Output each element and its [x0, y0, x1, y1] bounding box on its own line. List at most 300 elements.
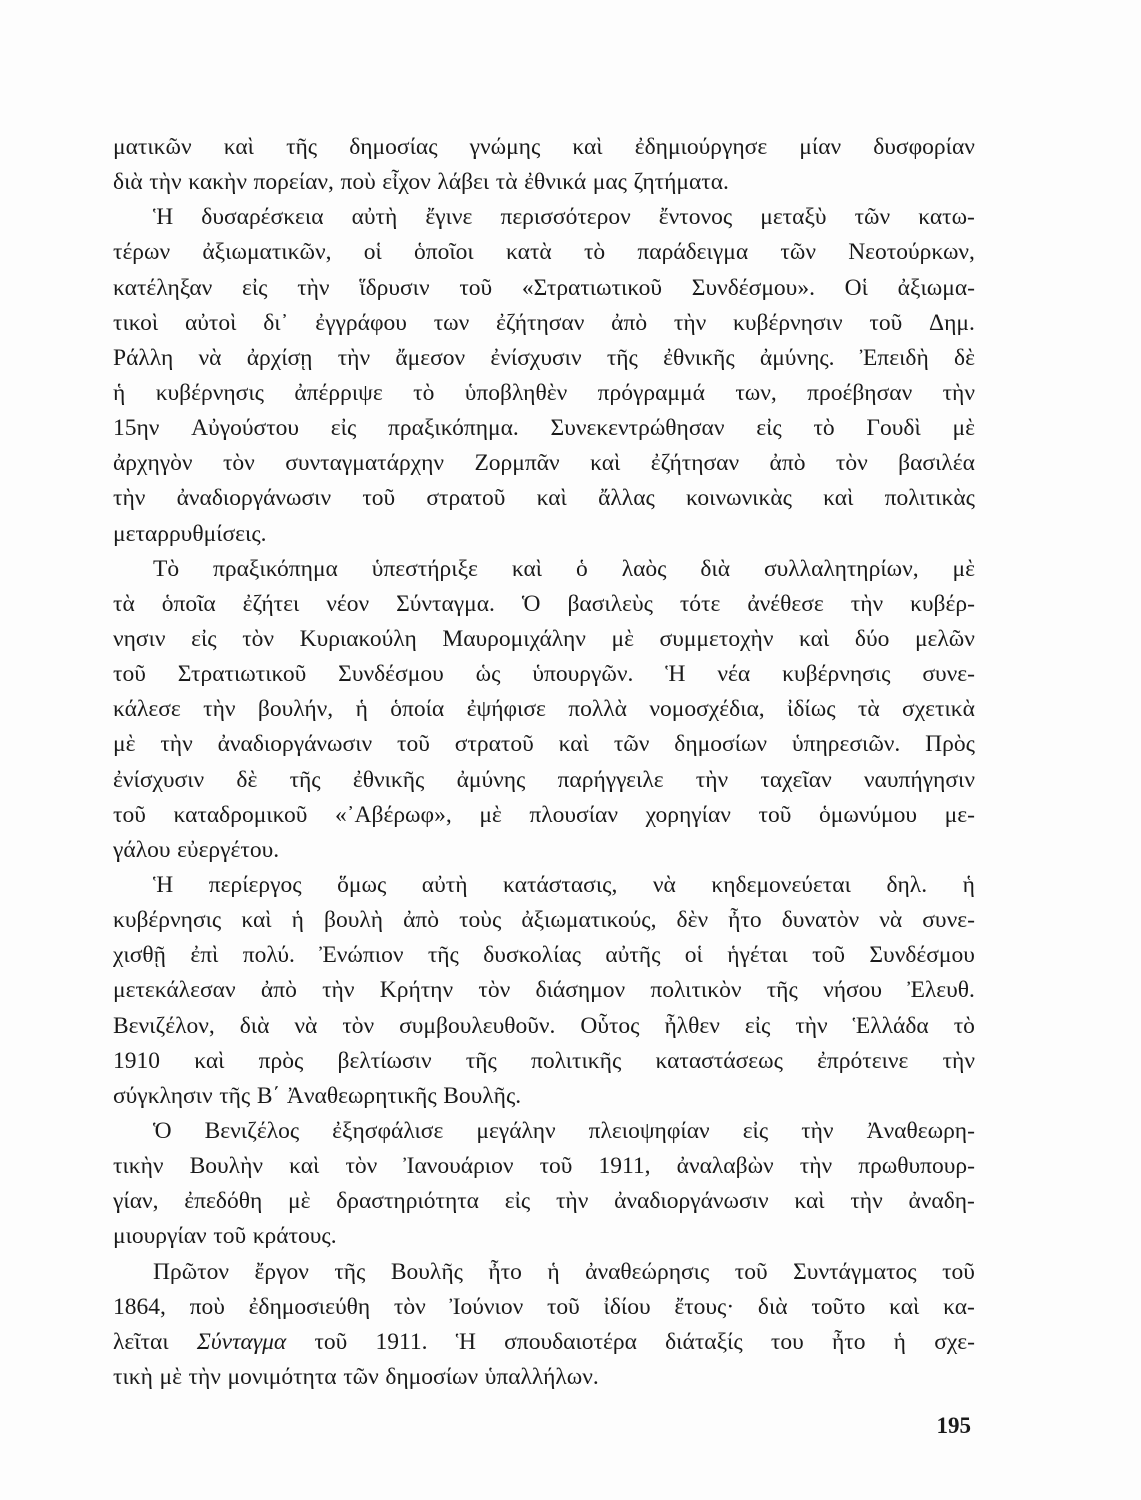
word: ἀνέθεσε	[747, 590, 824, 617]
word: ποὺ	[340, 169, 376, 196]
word: ὑπουργῶν.	[532, 661, 634, 688]
word: ἀναδη-	[908, 1188, 975, 1215]
word: Ὁ	[521, 590, 541, 617]
word: εἰς	[330, 415, 357, 442]
word: δημοσίων	[674, 731, 768, 758]
text-line	[113, 552, 975, 587]
word: ἡ	[893, 1328, 906, 1355]
word: τὸ	[953, 1012, 975, 1039]
text-line	[113, 271, 975, 306]
text-line	[113, 1290, 975, 1325]
word: κράτους.	[252, 1223, 337, 1250]
word: τῆς	[606, 344, 638, 371]
italic-word: Σύνταγμα	[196, 1328, 287, 1355]
word: πρόγραμμά	[597, 379, 705, 406]
word: τῆς	[219, 1082, 251, 1109]
word: καταστάσεως	[655, 1047, 783, 1074]
word: πορείαν,	[253, 169, 334, 196]
word: ἀπέρριψε	[294, 379, 383, 406]
word: ἀξιωματικῶν,	[202, 239, 332, 266]
word: «Στρατιωτικοῦ	[521, 274, 663, 301]
paragraph	[113, 1255, 975, 1396]
word: διὰ	[239, 1012, 270, 1039]
word: τὸν	[342, 1012, 375, 1039]
text-line	[113, 587, 975, 622]
word: κα-	[943, 1293, 975, 1320]
word: ἔτους·	[674, 1293, 735, 1320]
word: τὸ	[813, 415, 835, 442]
word: δὲ	[236, 766, 258, 793]
word: ἐνίσχυσιν	[113, 766, 205, 793]
word: κατω-	[918, 204, 975, 231]
text-line	[113, 973, 975, 1008]
word: Συνδέσμου	[338, 661, 444, 688]
text-line	[113, 446, 975, 481]
word: τέρων	[113, 239, 171, 266]
word: κακὴν	[188, 169, 247, 196]
text-line	[113, 517, 975, 552]
word: του	[770, 1328, 804, 1355]
word: συνε-	[922, 661, 975, 688]
word: δημοσίας	[349, 134, 438, 160]
word: τὴν	[801, 1117, 834, 1144]
word: συλλαλητηρίων,	[763, 555, 919, 582]
word: Συνδέσμου	[869, 942, 975, 969]
word: μίαν	[799, 134, 842, 160]
word: ἐπὶ	[190, 942, 219, 969]
word: ἡγέται	[727, 942, 788, 969]
text-line	[113, 763, 975, 798]
word: «᾽Αβέρωφ»,	[334, 801, 452, 828]
word: Βουλῆς.	[443, 1082, 522, 1109]
word: ἰδίου	[603, 1293, 651, 1320]
word: Συνεκεντρώθησαν	[550, 415, 725, 442]
word: τοῦ	[362, 485, 396, 512]
word: ὁποῖα	[161, 590, 216, 617]
word: τοῦ	[539, 1153, 573, 1180]
word: τὴν	[795, 1012, 828, 1039]
word: τῶν	[613, 731, 650, 758]
word: τῶν	[854, 204, 891, 231]
word: μὲ	[479, 801, 502, 828]
word: ἐζήτει	[242, 590, 300, 617]
word: μὲ	[952, 415, 975, 442]
word: μεταξὺ	[760, 204, 827, 231]
word: πλουσίαν	[529, 801, 618, 828]
word: τῶν	[780, 239, 816, 266]
word: μιουργίαν	[113, 1223, 207, 1250]
word: ὑποβληθὲν	[464, 379, 568, 406]
word: καὶ	[511, 555, 543, 582]
word: τῆς	[289, 766, 321, 793]
word: καὶ	[799, 625, 830, 652]
word: Οὗτος	[580, 1012, 640, 1039]
word: ὁ	[576, 555, 588, 582]
word: διάταξίς	[665, 1328, 743, 1355]
word: τὸν	[222, 450, 255, 477]
word: τὴν	[942, 379, 975, 406]
word: δυσφορίαν	[873, 134, 975, 160]
word: συμμετοχὴν	[659, 625, 774, 652]
word: ἐθνικῆς	[663, 344, 735, 371]
word: τὸν	[478, 977, 511, 1004]
word: ἀπὸ	[403, 907, 440, 934]
word: νὰ	[294, 1012, 318, 1039]
word: Πρὸς	[925, 731, 975, 758]
word: τὸν	[835, 450, 868, 477]
word: Γουδὶ	[866, 415, 921, 442]
text-line	[113, 376, 975, 411]
word: 15ην	[113, 415, 160, 442]
word: τὴν	[673, 309, 707, 336]
word: τὰ	[495, 169, 518, 196]
word: Νεοτούρκων,	[848, 239, 975, 266]
word: δι᾽	[263, 309, 289, 336]
word: Συνδέσμου».	[691, 274, 815, 301]
word: ἀμύνης	[456, 766, 526, 793]
word: τοῦ	[734, 1258, 768, 1285]
word: οἱ	[363, 239, 382, 266]
word: διὰ	[700, 555, 731, 582]
word: Στρατιωτικοῦ	[177, 661, 307, 688]
paragraph	[113, 200, 975, 551]
word: τοῦ	[113, 661, 146, 688]
word: ἀναδιοργάνωσιν	[176, 485, 332, 512]
text-line	[113, 1184, 975, 1219]
word: τικοὶ	[113, 309, 159, 336]
word: τοῦ	[314, 1328, 348, 1355]
word: συμβουλευθοῦν.	[399, 1012, 556, 1039]
text-line	[113, 798, 975, 833]
word: ὁμωνύμου	[818, 801, 918, 828]
word: ἐδημοσιεύθη	[248, 1293, 371, 1320]
word: τῆς	[766, 977, 798, 1004]
word: ἐψήφισε	[466, 696, 546, 723]
word: ποὺ	[189, 1293, 225, 1320]
word: ὑπεστήριξε	[371, 555, 478, 582]
word: τὴν	[149, 169, 182, 196]
word: εἰς	[742, 1117, 769, 1144]
word: χορηγίαν	[645, 801, 731, 828]
word: ἔγινε	[425, 204, 473, 231]
word: ζητήματα.	[633, 169, 729, 196]
word: ἦτο	[488, 1258, 522, 1285]
word: νέον	[326, 590, 370, 617]
word: ἡ	[355, 696, 368, 723]
word: καὶ	[536, 485, 567, 512]
word: τοὺς	[459, 907, 502, 934]
word: συνε-	[922, 907, 975, 934]
word: σύγκλησιν	[113, 1082, 213, 1109]
word: ἔργον	[254, 1258, 309, 1285]
text-line	[113, 130, 975, 165]
word: τῆς	[286, 134, 318, 160]
text-line	[113, 1325, 975, 1360]
word: τὴν	[695, 766, 729, 793]
word: στρατοῦ	[426, 485, 506, 512]
word: Οἱ	[844, 274, 868, 301]
word: ἡ	[962, 871, 975, 898]
word: μὲ	[159, 1363, 182, 1390]
word: ὅμως	[337, 871, 387, 898]
word: Αὐγούστου	[191, 415, 300, 442]
word: τοῦ	[942, 1258, 975, 1285]
word: με-	[944, 801, 975, 828]
word: ἡ	[547, 1258, 560, 1285]
word: Ἡ	[665, 661, 686, 688]
text-line	[113, 622, 975, 657]
word: ἐθνικῆς	[352, 766, 425, 793]
word: ἐπρότεινε	[817, 1047, 909, 1074]
word: καὶ	[794, 1188, 825, 1215]
word: τὰ	[113, 590, 135, 617]
word: ἐπεδόθη	[184, 1188, 263, 1215]
word: τοῦ	[459, 274, 493, 301]
word: σπουδαιοτέρα	[504, 1328, 637, 1355]
word: διὰ	[113, 169, 143, 196]
text-line	[113, 1255, 975, 1290]
word: κάλεσε	[113, 696, 181, 723]
word: τοῦ	[113, 801, 146, 828]
word: πολιτικὸν	[650, 977, 742, 1004]
word: ἀμύνης.	[759, 344, 835, 371]
word: μετεκάλεσαν	[113, 977, 236, 1004]
word: συνταγματάρχην	[285, 450, 445, 477]
word: δυσαρέσκεια	[201, 204, 324, 231]
word: τῆς	[334, 1258, 366, 1285]
text-line	[113, 1149, 975, 1184]
word: σχε-	[934, 1328, 975, 1355]
word: ἄμεσον	[395, 344, 466, 371]
word: Ράλλη	[113, 344, 174, 371]
word: Βουλῆς	[390, 1258, 463, 1285]
word: αὐτοὶ	[184, 309, 237, 336]
word: νὰ	[879, 907, 903, 934]
text-line	[113, 1219, 975, 1254]
text-line	[113, 657, 975, 692]
word: πολιτικῆς	[531, 1047, 622, 1074]
word: παρήγγειλε	[557, 766, 664, 793]
word: τοῦτο	[811, 1293, 866, 1320]
word: τότε	[679, 590, 721, 617]
word: καὶ	[889, 1293, 920, 1320]
word: Ἐνώπιον	[319, 942, 404, 969]
word: ἀναδιοργάνωσιν	[217, 731, 373, 758]
text-line	[113, 341, 975, 376]
word: ἀπὸ	[260, 977, 297, 1004]
word: 1911.	[375, 1328, 428, 1355]
word: μελῶν	[914, 625, 975, 652]
word: ἡ	[113, 379, 126, 406]
word: ὑπαλλήλων.	[484, 1363, 599, 1390]
word: ἀρχίσῃ	[246, 344, 313, 371]
word: τὴν	[850, 1188, 883, 1215]
word: κατέληξαν	[113, 274, 213, 301]
word: κοινωνικὰς	[686, 485, 792, 512]
word: 1911,	[598, 1153, 651, 1180]
word: ἀξιωμα-	[897, 274, 975, 301]
text-line	[113, 1044, 975, 1079]
word: Ἑλλάδα	[852, 1012, 929, 1039]
word: λάβει	[437, 169, 490, 196]
word: καὶ	[223, 134, 254, 160]
word: τοῦ	[812, 942, 846, 969]
word: τὸ	[413, 379, 435, 406]
word: ἀπὸ	[769, 450, 806, 477]
word: των	[433, 309, 470, 336]
word: Δημ.	[929, 309, 975, 336]
word: πραξικόπημα	[213, 555, 338, 582]
word: τῆς	[465, 1047, 497, 1074]
word: καὶ	[823, 485, 854, 512]
word: ἀρχηγὸν	[113, 450, 193, 477]
word: τὴν	[160, 731, 193, 758]
word: πλειοψηφίαν	[588, 1117, 710, 1144]
word: βασιλεὺς	[567, 590, 653, 617]
word: καὶ	[572, 134, 603, 160]
word: μας	[592, 169, 627, 196]
text-line	[113, 868, 975, 903]
word: εὐεργέτου.	[177, 836, 280, 863]
word: μὲ	[113, 731, 136, 758]
word: δημοσίων	[385, 1363, 479, 1390]
word: γνώμης	[469, 134, 541, 160]
word: στρατοῦ	[454, 731, 534, 758]
word: μεγάλην	[476, 1117, 556, 1144]
word: τὴν	[203, 696, 236, 723]
word: Ἀναθεωρη-	[866, 1117, 975, 1144]
word: κυβέρνησις	[113, 907, 222, 934]
word: ὁποῖοι	[414, 239, 474, 266]
word: δυσκολίας	[483, 942, 582, 969]
word: εἰς	[241, 274, 268, 301]
word: ἐδημιούργησε	[634, 134, 768, 160]
word: Βενιζέλος	[204, 1117, 300, 1144]
word: εἰς	[744, 1012, 771, 1039]
word: Σύνταγμα.	[396, 590, 495, 617]
word: τὸν	[393, 1293, 426, 1320]
word: εἰς	[191, 625, 217, 652]
word: εἶχον	[382, 169, 431, 196]
text-line	[113, 833, 975, 868]
word: δραστηριότητα	[336, 1188, 479, 1215]
word: ἀξιωματικούς,	[521, 907, 657, 934]
word: εἰς	[504, 1188, 531, 1215]
word: βασιλέα	[898, 450, 975, 477]
word: κυβέρνησις	[782, 661, 891, 688]
word: καταδρομικοῦ	[173, 801, 308, 828]
word: τὴν	[188, 1363, 221, 1390]
word: ἐζήτησαν	[650, 450, 740, 477]
word: ματικῶν	[113, 134, 192, 160]
word: κυβέρνησιν	[733, 309, 843, 336]
paragraph	[113, 1114, 975, 1255]
word: περισσότερον	[500, 204, 631, 231]
word: μὲ	[287, 1188, 311, 1215]
word: τὴν	[337, 344, 371, 371]
word: Πρῶτον	[153, 1258, 229, 1285]
word: ἔντονος	[658, 204, 733, 231]
word: ὑπηρεσιῶν.	[791, 731, 901, 758]
body-text	[113, 130, 975, 1395]
word: ἀναλαβὼν	[676, 1153, 774, 1180]
text-line	[113, 1009, 975, 1044]
word: Ἀναθεωρητικῆς	[286, 1082, 437, 1109]
word: δύο	[854, 625, 890, 652]
text-line	[113, 727, 975, 762]
word: βελτίωσιν	[337, 1047, 432, 1074]
word: ἐξησφάλισε	[332, 1117, 444, 1144]
word: τὴν	[113, 485, 146, 512]
word: ἡ	[291, 907, 304, 934]
word: τοῦ	[869, 309, 903, 336]
word: πραξικόπημα.	[388, 415, 519, 442]
word: νησιν	[113, 625, 166, 652]
word: διὰ	[757, 1293, 788, 1320]
text-line	[113, 411, 975, 446]
word: Τὸ	[153, 555, 180, 582]
word: Ἐπειδὴ	[859, 344, 929, 371]
word: κυβέρ-	[910, 590, 975, 617]
word: τὴν	[942, 1047, 975, 1074]
text-line	[113, 1079, 975, 1114]
word: Ἰανουάριον	[403, 1153, 514, 1180]
word: βουλὴ	[324, 907, 384, 934]
word: ἵδρυσιν	[359, 274, 430, 301]
word: τὴν	[850, 590, 884, 617]
word: τὴν	[322, 977, 355, 1004]
word: αὐτὴ	[421, 871, 468, 898]
word: κηδεμονεύεται	[711, 871, 851, 898]
word: κατάστασις,	[503, 871, 618, 898]
text-line	[113, 481, 975, 516]
text-line	[113, 235, 975, 270]
word: μεταρρυθμίσεις.	[113, 520, 267, 547]
word: τὸν	[345, 1153, 378, 1180]
word: Μαυρομιχάλην	[442, 625, 586, 652]
word: τὸν	[242, 625, 275, 652]
word: μὲ	[611, 625, 634, 652]
word: Συντάγματος	[793, 1258, 917, 1285]
word: δηλ.	[886, 871, 928, 898]
word: τοῦ	[213, 1223, 247, 1250]
word: δυνατὸν	[781, 907, 860, 934]
text-line	[113, 165, 975, 200]
word: ἄλλας	[598, 485, 655, 512]
word: πρωθυπουρ-	[858, 1153, 975, 1180]
word: παράδειγμα	[637, 239, 749, 266]
word: ναυπήγησιν	[863, 766, 975, 793]
word: πρὸς	[258, 1047, 304, 1074]
word: ἀπὸ	[611, 309, 648, 336]
word: τὴν	[799, 1153, 833, 1180]
word: τῆς	[427, 942, 459, 969]
word: καὶ	[590, 450, 621, 477]
word: τῶν	[343, 1363, 379, 1390]
word: μονιμότητα	[227, 1363, 337, 1390]
word: τὰ	[857, 696, 880, 723]
word: προέβησαν	[807, 379, 913, 406]
word: γάλου	[113, 836, 171, 863]
word: ὁποία	[390, 696, 445, 723]
word: ἐθνικά	[524, 169, 587, 196]
word: ὡς	[475, 661, 501, 688]
word: τοῦ	[546, 1293, 580, 1320]
text-line	[113, 306, 975, 341]
word: τοῦ	[758, 801, 792, 828]
word: ταχεῖαν	[760, 766, 832, 793]
word: λεῖται	[113, 1328, 169, 1355]
